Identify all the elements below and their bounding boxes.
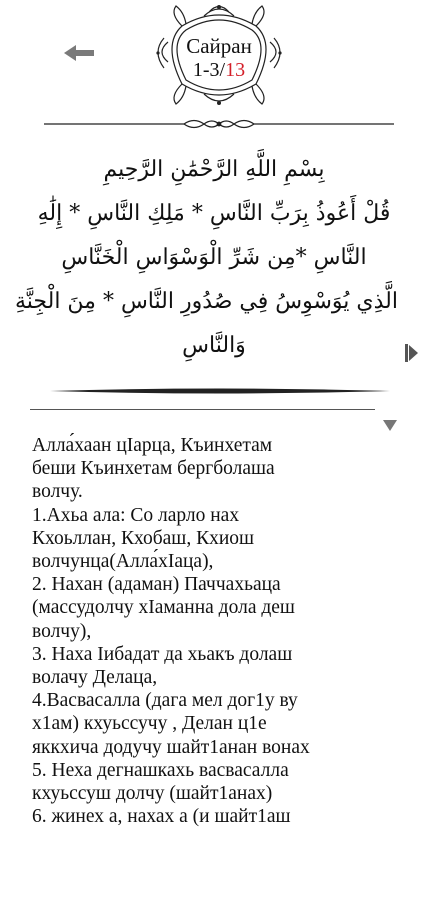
text-line: Кхоьллан, Кхобаш, Кхиош <box>32 527 255 549</box>
page-title: Сайран <box>186 34 252 58</box>
arabic-text <box>14 148 398 368</box>
next-button[interactable] <box>405 341 419 365</box>
text-line: 6. жинех а, нахах а (и шайт1аш <box>32 806 291 828</box>
page-badge <box>152 2 286 108</box>
section-divider <box>50 380 390 402</box>
text-line: 5. Неха дегнашкахь васвасалла <box>32 759 289 781</box>
text-divider <box>30 409 375 410</box>
page-current: 13 <box>225 59 246 81</box>
text-line: яккхича додучу шайт1анан вонах <box>32 736 310 758</box>
text-line: волчу), <box>32 620 92 642</box>
text-line: 2. Нахан (адаман) Паччахьаца <box>32 574 281 596</box>
text-line: волчу. <box>32 481 83 503</box>
ornamental-divider <box>44 116 394 132</box>
arrow-left-icon <box>62 42 96 64</box>
arabic-line: وَالنَّاسِ <box>182 333 246 358</box>
text-line: 4.Васвасалла (дага мел дог1у ву <box>32 690 298 712</box>
text-line: х1ам) кхуьссучу , Делан ц1е <box>32 713 267 735</box>
text-line: (массудолчу хIаманна дола деш <box>32 597 295 619</box>
text-line: Алла́хаан цIарца, Къинхетам <box>32 435 273 456</box>
arabic-line: قُلْ أَعُوذُ بِرَبِّ النَّاسِ * مَلِكِ النَّاسِ * إِلَٰهِ <box>37 201 391 226</box>
page-counter <box>152 59 286 82</box>
arabic-line: الَّذِي يُوَسْوِسُ فِي صُدُورِ النَّاسِ * مِنَ الْجِنَّةِ <box>14 289 398 314</box>
arrow-right-icon <box>405 341 419 365</box>
page-prefix: 1-3/ <box>192 59 226 81</box>
text-line: 3. Наха Iибадат да хьакъ долаш <box>32 643 293 665</box>
arabic-line: بِسْمِ اللَّهِ الرَّحْمَٰنِ الرَّحِيمِ <box>103 157 325 182</box>
text-line: беши Къинхетам бергболаша <box>32 458 275 480</box>
text-line: кхуьссуш долчу (шайт1анах) <box>32 783 273 805</box>
back-button[interactable] <box>62 42 96 64</box>
translation-text <box>32 434 392 828</box>
text-line: 1.Ахьа ала: Со ларло нах <box>32 504 240 526</box>
arabic-line: النَّاسِ *مِن شَرِّ الْوَسْوَاسِ الْخَنَّاسِ <box>61 245 367 270</box>
text-line: волачу Делаца, <box>32 667 158 689</box>
text-line: волчунца(Алла́хIаца), <box>32 551 214 573</box>
expand-icon[interactable] <box>383 420 397 431</box>
